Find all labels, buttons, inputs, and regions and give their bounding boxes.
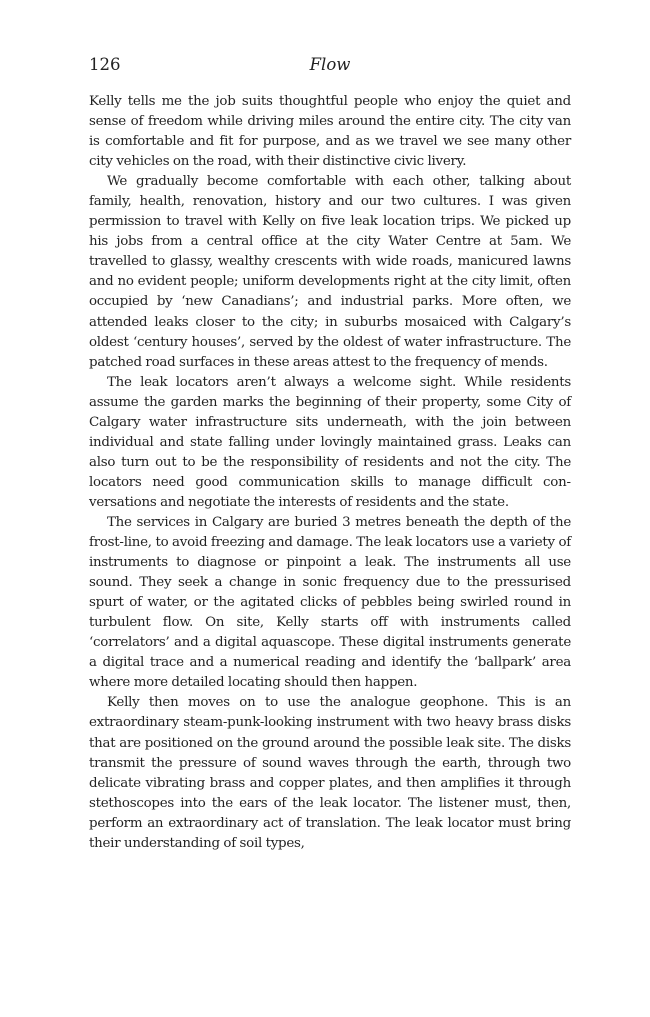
paragraph-5: Kelly then moves on to use the analogue geophone. This is an extraordinary steam-punk-looking instrument with two heavy brass disks that are positioned on the ground around the possible leak site. The disks transmit the pressure of sound waves through the earth, through two delicate vibrating brass and copper plates, and then amplifies it through stethoscopes into the ears of the leak locator. The listener must, then, perform an extraordinary act of translation. The leak locator must bring their understanding of soil types,	[89, 695, 571, 851]
book-page	[89, 52, 571, 854]
paragraph-3: The leak locators aren’t always a welcome sight. While residents assume the garden marks the beginning of their property, some City of Calgary water infrastructure sits underneath, with the join between individual and state falling under lovingly maintained grass. Leaks can also turn out to be the responsibility of residents and not the city. The locators need good communication skills to manage difficult conversations and negotiate the interests of residents and the state.	[89, 374, 571, 510]
paragraph-2: We gradually become comfortable with each other, talking about family, health, renovation, history and our two cultures. I was given permission to travel with Kelly on five leak location trips. We picked up his jobs from a central office at the city Water Centre at 5am. We travelled to glassy, wealthy crescents with wide roads, manicured lawns and no evident people; uniform developments right at the city limit, often occupied by ‘new Canadians’; and industrial parks. More often, we attended leaks closer to the city; in suburbs mosaiced with Calgary’s oldest ‘century houses’, served by the oldest of water infrastructure. The patched road surfaces in these areas attest to the frequency of mends.	[89, 174, 571, 370]
running-head	[89, 52, 571, 78]
paragraph-1: Kelly tells me the job suits thoughtful people who enjoy the quiet and sense of freedom while driving miles around the entire city. The city van is comfortable and fit for purpose, and as we travel we see many other city vehicles on the road, with their distinctive civic livery.	[89, 94, 571, 170]
running-title: Flow	[309, 55, 351, 74]
paragraph-4: The services in Calgary are buried 3 metres beneath the depth of the frost-line, to avoid freezing and damage. The leak locators use a variety of instruments to diagnose or pinpoint a leak. The instruments all use sound. They seek a change in sonic frequency due to the pressurised spurt of water, or the agitated clicks of pebbles being swirled round in turbulent flow. On site, Kelly starts off with instruments called ‘correlators’ and a digital aquascope. These digital instruments generate a digital trace and a numerical reading and identify the ‘ballpark’ area where more detailed locating should then happen.	[89, 514, 571, 691]
page-number: 126	[89, 55, 121, 74]
body-text	[89, 92, 571, 854]
